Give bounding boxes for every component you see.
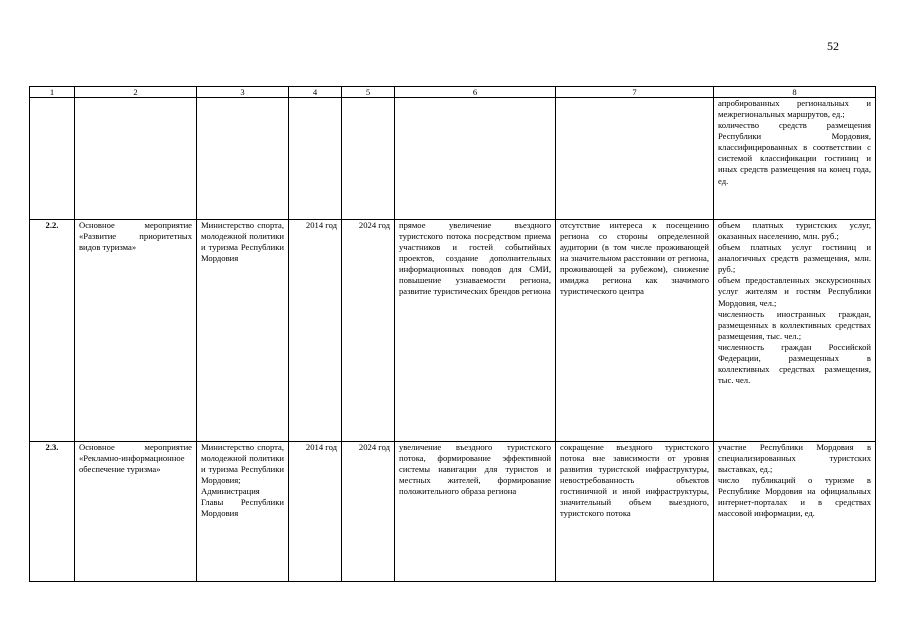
- measure-name: Основное мероприятие «Рекламно-информационное обеспечение туризма»: [75, 442, 197, 582]
- expected-result: прямое увеличение въездного туристского потока посредством приема участников и гостей событийных проектов, создание дополнительных информационных поводов для СМИ, повышение узнаваемости региона, развитие туристических брендов региона: [395, 220, 556, 442]
- end-year: 2024 год: [342, 220, 395, 442]
- start-year: 2014 год: [289, 442, 342, 582]
- table-row: [30, 220, 876, 442]
- measures-table: [29, 86, 876, 582]
- indicator-item: количество средств размещения Республики Мордовия, классифицированных в соответствии с системой классификации гостиниц и иных средств размещения на конец года, ед.: [718, 120, 871, 186]
- empty-cell: [30, 98, 75, 220]
- expected-result: увеличение въездного туристского потока, формирование эффективной системы навигации для туристов и местных жителей, формирование положительного образа региона: [395, 442, 556, 582]
- column-number: 5: [342, 87, 395, 98]
- row-number: 2.2.: [30, 220, 75, 442]
- end-year: 2024 год: [342, 442, 395, 582]
- empty-cell: [556, 98, 714, 220]
- table-row-continuation: [30, 98, 876, 220]
- indicator-item: апробированных региональных и межрегиональных маршрутов, ед.;: [718, 98, 871, 120]
- row-number: 2.3.: [30, 442, 75, 582]
- empty-cell: [395, 98, 556, 220]
- column-number: 6: [395, 87, 556, 98]
- consequences: отсутствие интереса к посещению региона со стороны определенной аудитории (в том числе проживающей на значительном расстоянии от региона, проживающей за рубежом), снижение имиджа региона как значимого туристического центра: [556, 220, 714, 442]
- indicator-item: участие Республики Мордовия в специализированных туристских выставках, ед.;: [718, 442, 871, 475]
- column-number: 8: [714, 87, 876, 98]
- column-number-row: [30, 87, 876, 98]
- indicator-item: объем платных туристских услуг, оказанных населению, млн. руб.;: [718, 220, 871, 242]
- indicator-item: численность иностранных граждан, размещенных в коллективных средствах размещения, тыс. чел.;: [718, 308, 871, 341]
- indicator-item: численность граждан Российской Федерации, размещенных в коллективных средствах размещения, тыс. чел.: [718, 341, 871, 386]
- column-number: 4: [289, 87, 342, 98]
- executor: Министерство спорта, молодежной политики и туризма Республики Мордовия: [197, 220, 289, 442]
- start-year: 2014 год: [289, 220, 342, 442]
- indicators-cell: [714, 98, 876, 220]
- indicator-item: число публикаций о туризме в Республике Мордовия на официальных интернет-порталах и в средствах массовой информации, ед.: [718, 475, 871, 519]
- column-number: 1: [30, 87, 75, 98]
- page-number: 52: [827, 39, 839, 53]
- column-number: 3: [197, 87, 289, 98]
- indicator-item: объем платных услуг гостиниц и аналогичных средств размещения, млн. руб.;: [718, 242, 871, 275]
- table-row: [30, 442, 876, 582]
- indicator-item: объем предоставленных экскурсионных услуг жителям и гостям Республики Мордовия, чел.;: [718, 275, 871, 308]
- column-number: 7: [556, 87, 714, 98]
- column-number: 2: [75, 87, 197, 98]
- indicators-cell: [714, 220, 876, 442]
- empty-cell: [289, 98, 342, 220]
- executor: Министерство спорта, молодежной политики и туризма Республики Мордовия; Администрация Главы Республики Мордовия: [197, 442, 289, 582]
- measure-name: Основное мероприятие «Развитие приоритетных видов туризма»: [75, 220, 197, 442]
- empty-cell: [342, 98, 395, 220]
- empty-cell: [197, 98, 289, 220]
- consequences: сокращение въездного туристского потока вне зависимости от уровня развития туристской инфраструктуры, невостребованность объектов гостиничной и иной инфраструктуры, значительный объем выездного, туристского потока: [556, 442, 714, 582]
- empty-cell: [75, 98, 197, 220]
- indicators-cell: [714, 442, 876, 582]
